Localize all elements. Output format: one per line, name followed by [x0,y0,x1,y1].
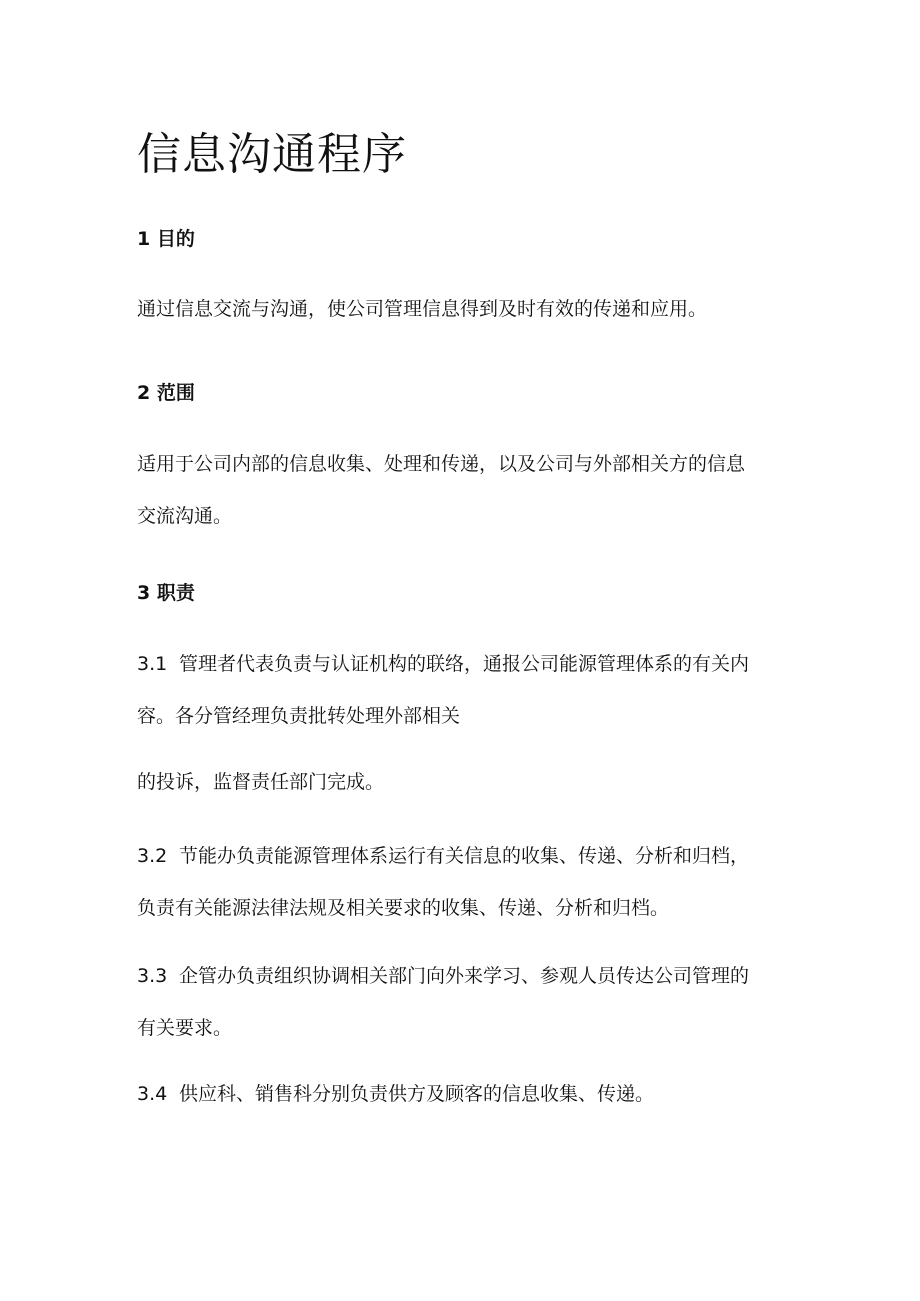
section-purpose-text [137,283,787,335]
paragraph-line: 交流沟通。 [137,505,233,527]
paragraph-line: 适用于公司内部的信息收集、处理和传递，以及公司与外部相关方的信息 [137,453,746,475]
responsibility-item-3-3 [137,950,787,1054]
item-number: 3.2 [137,845,168,867]
section-heading-responsibilities: 3 职责 [137,582,195,604]
section-scope-text [137,438,787,542]
item-number: 3.1 [137,653,168,675]
item-text: 企管办负责组织协调相关部门向外来学习、参观人员传达公司管理的 [179,965,750,987]
item-text-continued: 有关要求。 [137,1017,233,1039]
responsibility-item-3-2 [137,830,787,934]
section-heading-purpose: 1 目的 [137,228,195,250]
section-heading-scope: 2 范围 [137,382,195,404]
item-text: 节能办负责能源管理体系运行有关信息的收集、传递、分析和归档， [179,845,750,867]
paragraph-line: 通过信息交流与沟通，使公司管理信息得到及时有效的传递和应用。 [137,298,708,320]
responsibility-item-3-4 [137,1068,787,1120]
document-title: 信息沟通程序 [137,129,407,180]
item-number: 3.4 [137,1083,168,1105]
item-text: 管理者代表负责与认证机构的联络，通报公司能源管理体系的有关内 [179,653,750,675]
item-text: 供应科、销售科分别负责供方及顾客的信息收集、传递。 [179,1083,655,1105]
item-text-continued: 容。各分管经理负责批转处理外部相关 [137,705,461,727]
responsibility-item-3-1 [137,638,787,742]
responsibility-item-3-1-continued [137,756,787,808]
item-number: 3.3 [137,965,168,987]
item-text-continued: 的投诉，监督责任部门完成。 [137,771,385,793]
item-text-continued: 负责有关能源法律法规及相关要求的收集、传递、分析和归档。 [137,897,670,919]
